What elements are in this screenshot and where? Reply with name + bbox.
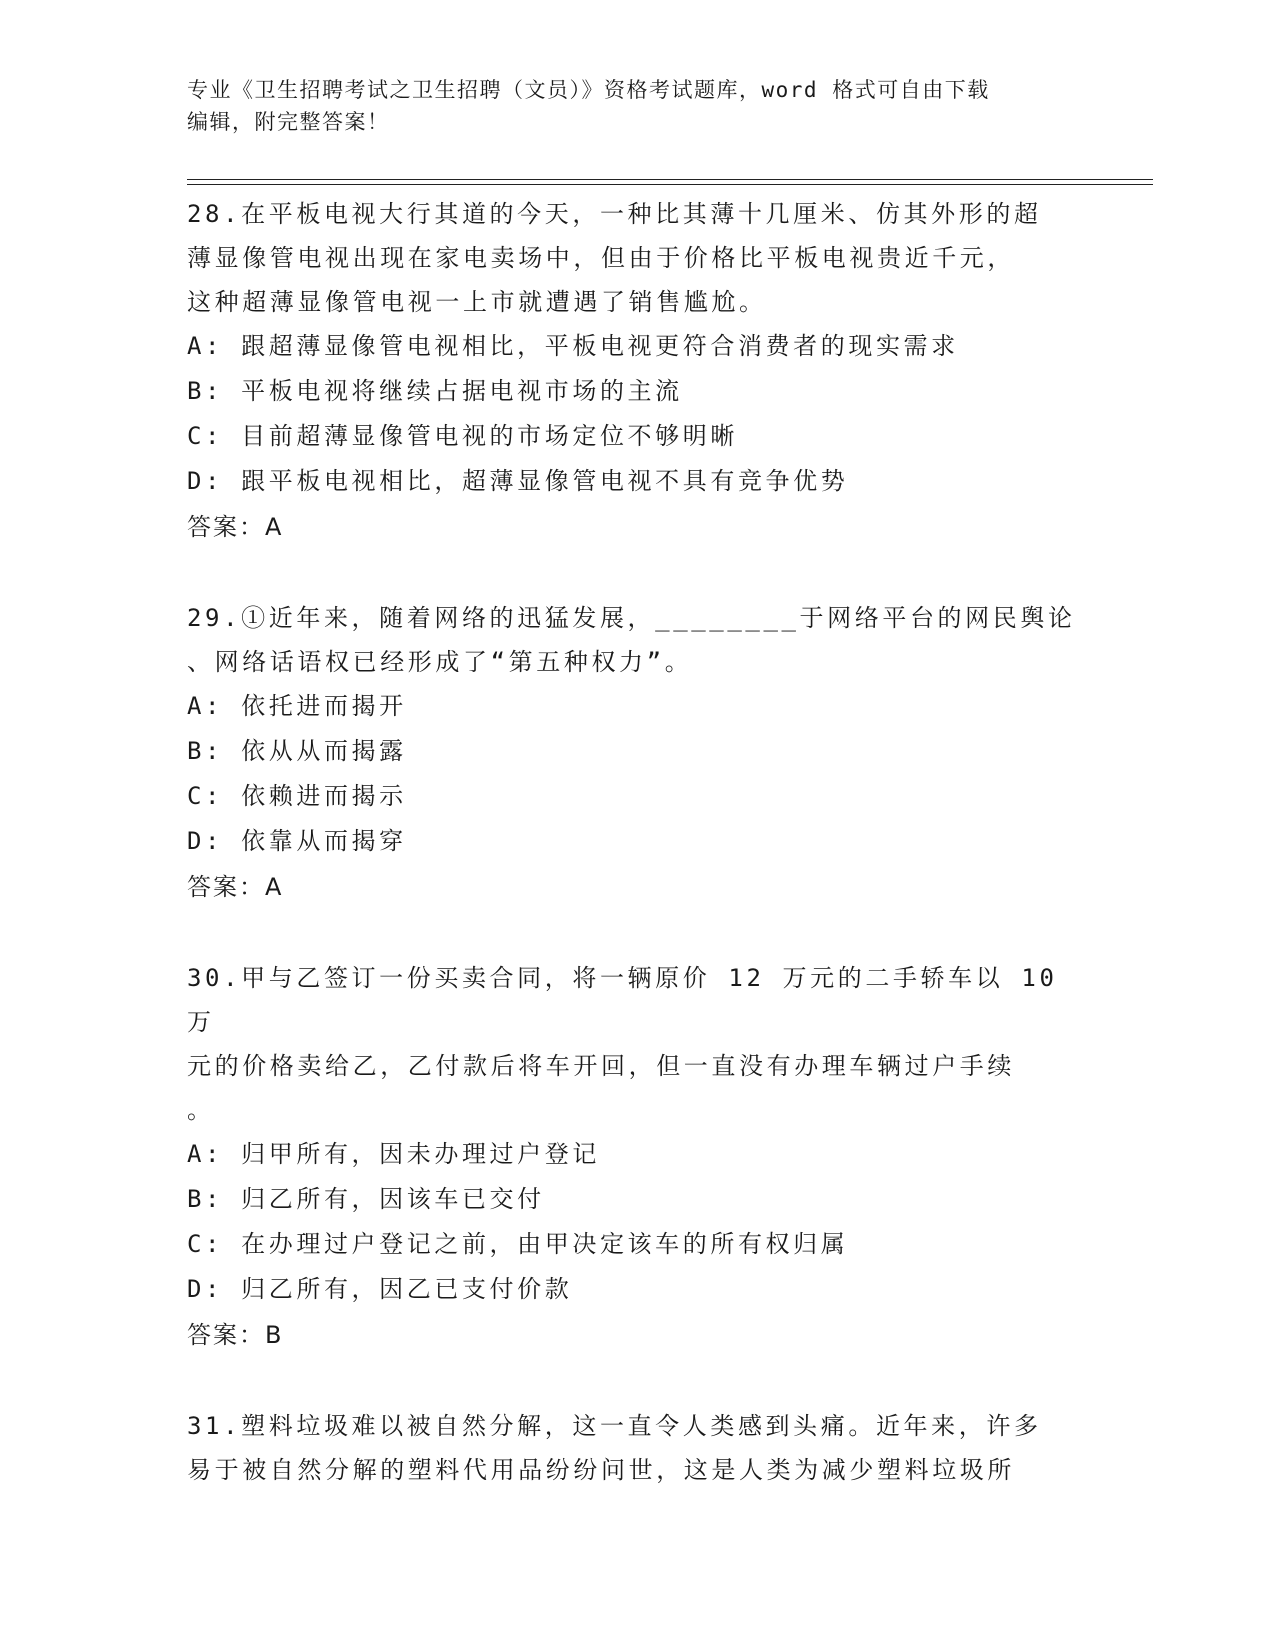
- question-30: [187, 956, 1087, 1358]
- answer-line: 答案：A: [187, 873, 284, 901]
- header-divider-bottom: [187, 184, 1153, 185]
- option-c: C: 在办理过户登记之前，由甲决定该车的所有权归属: [187, 1230, 849, 1258]
- question-text: 28.在平板电视大行其道的今天，一种比其薄十几厘米、仿其外形的超: [187, 200, 1042, 228]
- question-text: 30.甲与乙签订一份买卖合同，将一辆原价 12 万元的二手轿车以 10 万: [187, 964, 1058, 1036]
- question-list: [187, 192, 1087, 1538]
- question-29: [187, 596, 1087, 910]
- question-text: 。: [187, 1096, 215, 1124]
- header-divider-top: [187, 179, 1153, 180]
- option-b: B: 平板电视将继续占据电视市场的主流: [187, 377, 683, 405]
- option-c: C: 目前超薄显像管电视的市场定位不够明晰: [187, 422, 738, 450]
- question-text: 31.塑料垃圾难以被自然分解，这一直令人类感到头痛。近年来，许多: [187, 1412, 1042, 1440]
- option-d: D: 跟平板电视相比，超薄显像管电视不具有竞争优势: [187, 467, 849, 495]
- question-text: 29.①近年来，随着网络的迅猛发展，________于网络平台的网民舆论: [187, 604, 1076, 632]
- answer-line: 答案：A: [187, 513, 284, 541]
- option-a: A: 依托进而揭开: [187, 692, 407, 720]
- header-line-2: 编辑，附完整答案！: [187, 110, 390, 134]
- option-d: D: 归乙所有，因乙已支付价款: [187, 1275, 573, 1303]
- option-a: A: 归甲所有，因未办理过户登记: [187, 1140, 600, 1168]
- question-31: [187, 1404, 1087, 1492]
- question-28: [187, 192, 1087, 550]
- question-text: 薄显像管电视出现在家电卖场中，但由于价格比平板电视贵近千元，: [187, 244, 1015, 272]
- option-d: D: 依靠从而揭穿: [187, 827, 407, 855]
- option-b: B: 依从从而揭露: [187, 737, 407, 765]
- question-text: 这种超薄显像管电视一上市就遭遇了销售尴尬。: [187, 288, 767, 316]
- option-b: B: 归乙所有，因该车已交付: [187, 1185, 545, 1213]
- question-text: 、网络话语权已经形成了“第五种权力”。: [187, 648, 693, 676]
- option-c: C: 依赖进而揭示: [187, 782, 407, 810]
- answer-line: 答案：B: [187, 1321, 284, 1349]
- header-line-1: 专业《卫生招聘考试之卫生招聘（文员）》资格考试题库，word 格式可自由下载: [187, 78, 990, 102]
- question-text: 元的价格卖给乙，乙付款后将车开回，但一直没有办理车辆过户手续: [187, 1052, 1015, 1080]
- option-a: A: 跟超薄显像管电视相比，平板电视更符合消费者的现实需求: [187, 332, 959, 360]
- question-text: 易于被自然分解的塑料代用品纷纷问世，这是人类为减少塑料垃圾所: [187, 1456, 1015, 1484]
- document-header: [187, 74, 1087, 138]
